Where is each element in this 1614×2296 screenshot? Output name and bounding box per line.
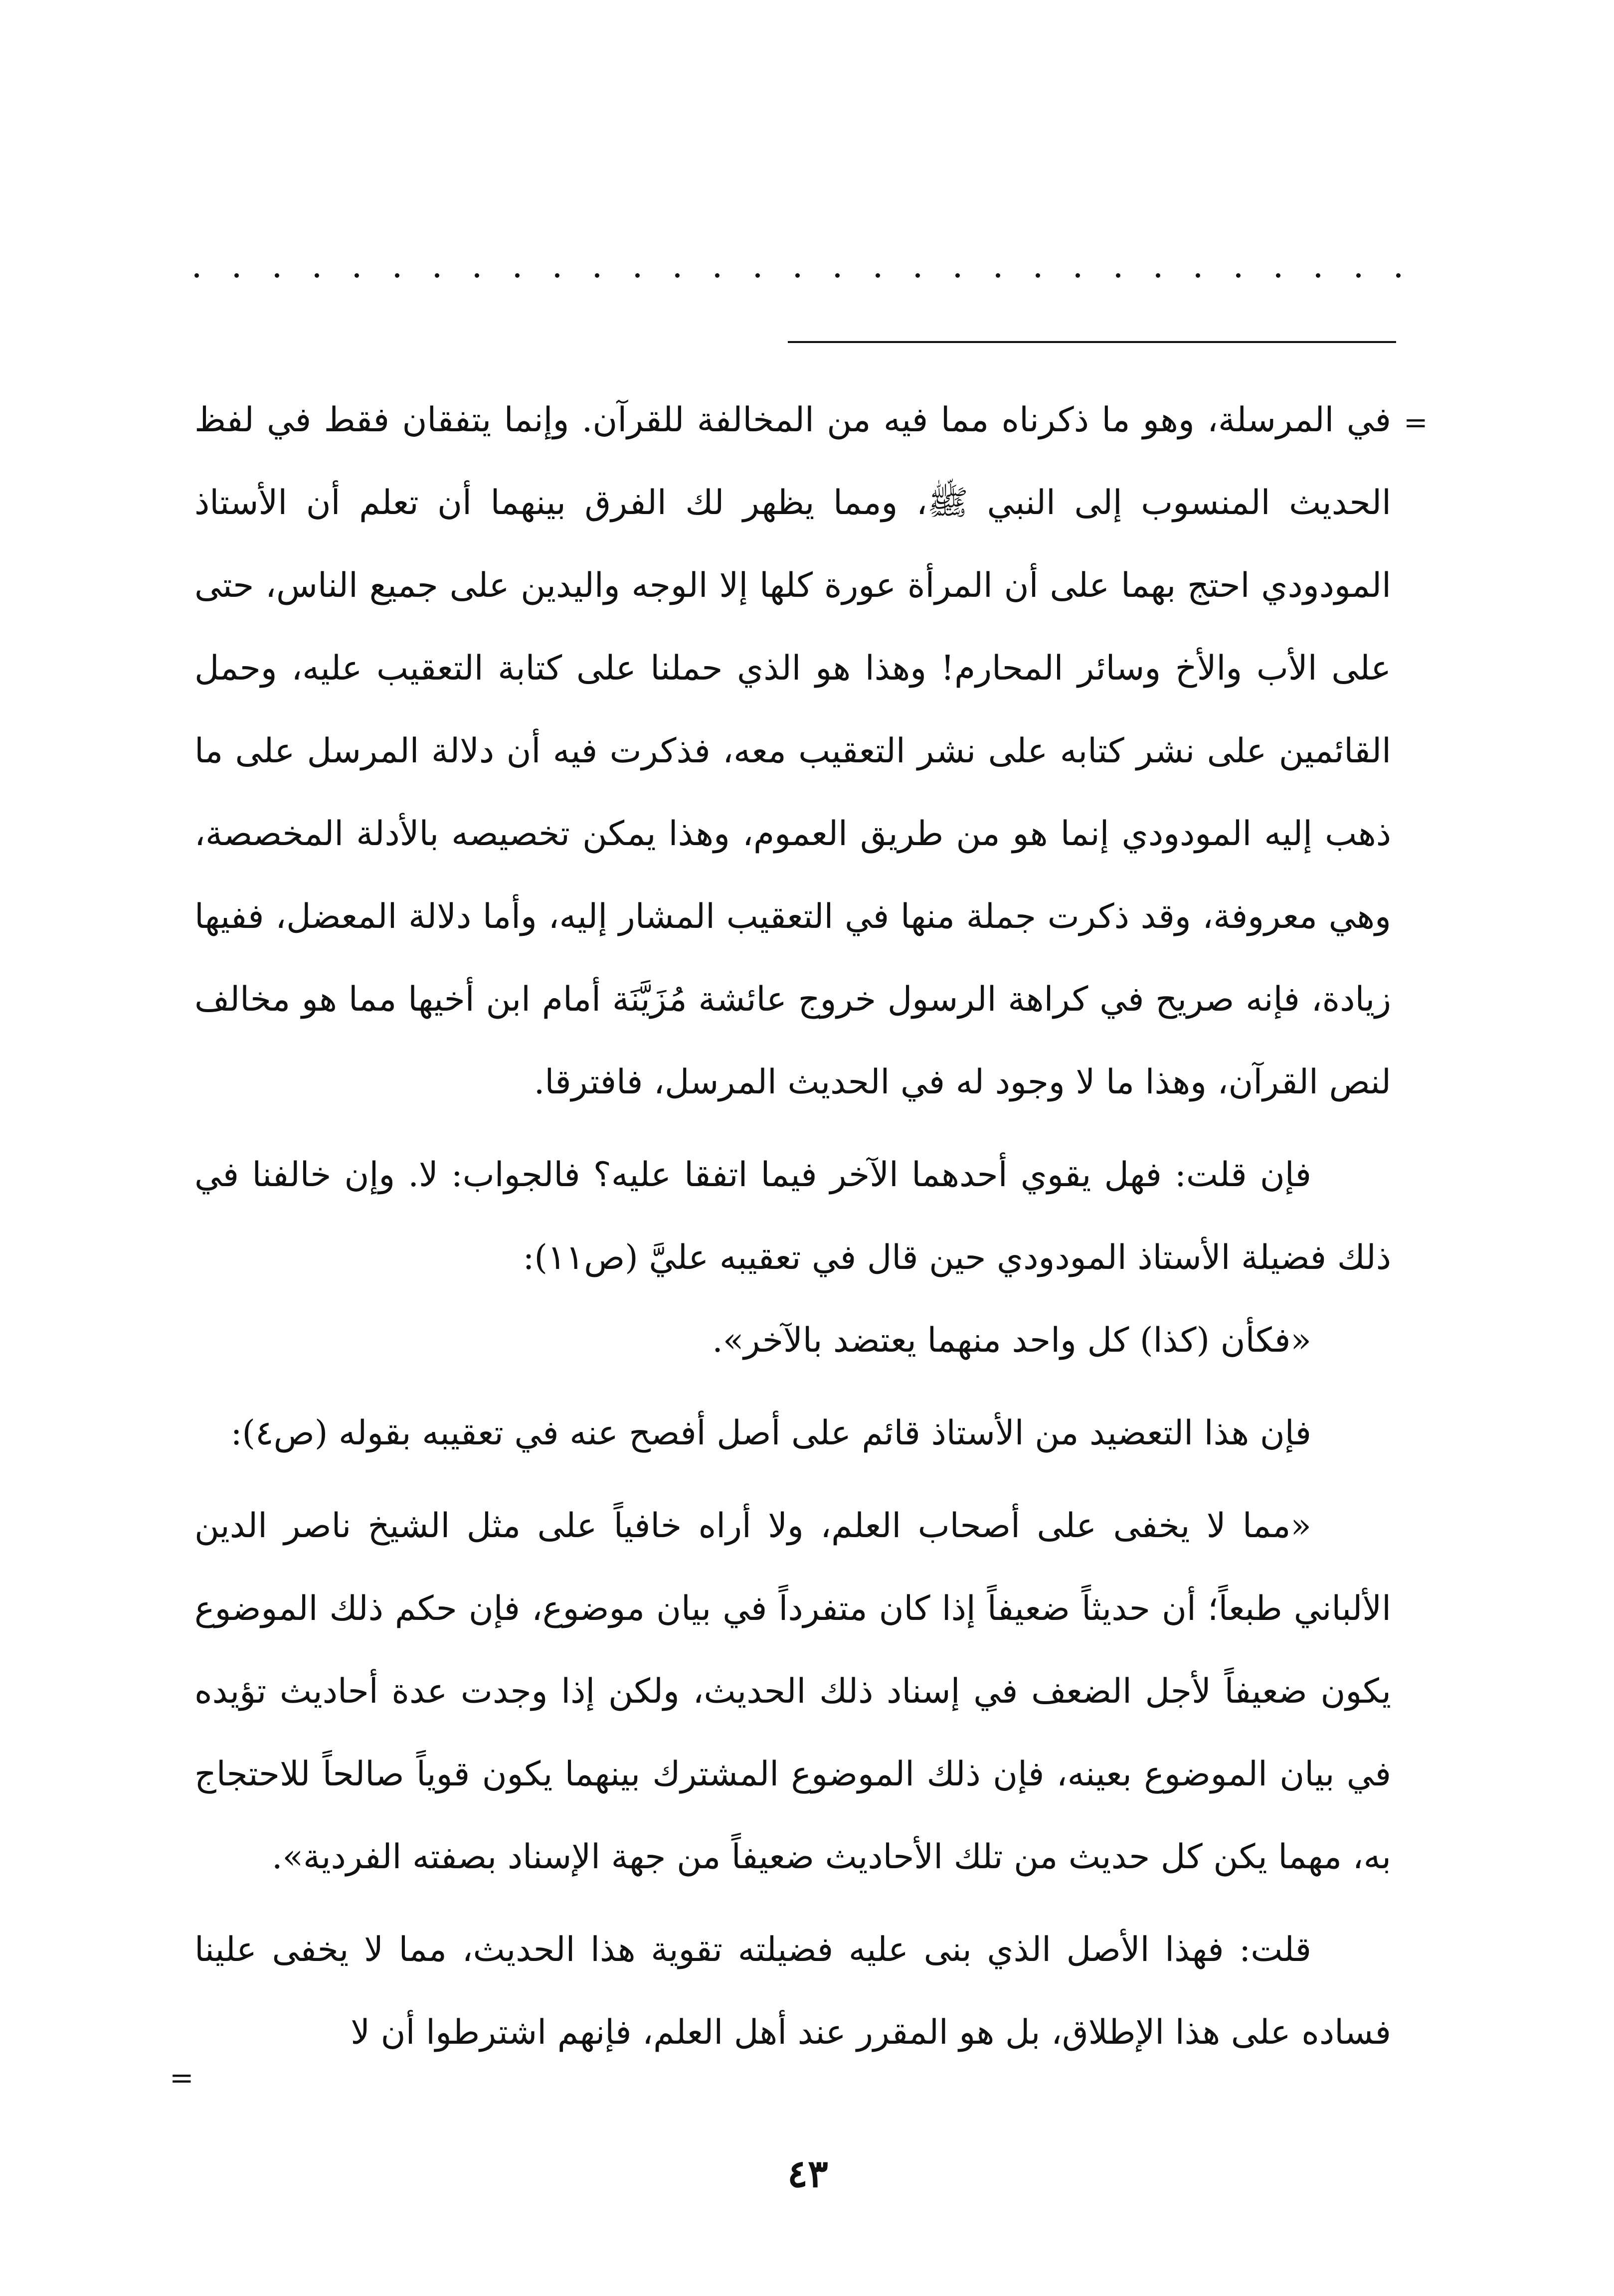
paragraph-tadeed: فإن هذا التعضيد من الأستاذ قائم على أصل أفصح عنه في تعقيبه بقوله (ص٤): (230, 1413, 1311, 1453)
separator-dot (1196, 273, 1200, 278)
separator-dot (515, 273, 520, 278)
footnote-text (194, 379, 1391, 2074)
separator-dot (715, 273, 719, 278)
separator-dot (1316, 273, 1320, 278)
separator-dot (795, 273, 800, 278)
separator-dot (1076, 273, 1080, 278)
separator-dot (595, 273, 599, 278)
separator-dot (996, 273, 1000, 278)
separator-dot (395, 273, 399, 278)
separator-dot (755, 273, 760, 278)
separator-dot (435, 273, 439, 278)
separator-dot (234, 273, 239, 278)
separator-dot (1036, 273, 1040, 278)
separator-dot (835, 273, 840, 278)
continuation-mark-start: = (1404, 405, 1428, 439)
separator-dot (955, 273, 960, 278)
footnote-rule (788, 341, 1396, 343)
separator-dot (355, 273, 359, 278)
paragraph-question: فإن قلت: فهل يقوي أحدهما الآخر فيما اتفقا عليه؟ فالجواب: لا. وإن خالفنا في ذلك فضيلة الأستاذ المودودي حين قال في تعقيبه عليَّ (ص١١): (194, 1155, 1391, 1277)
separator-dot (1156, 273, 1160, 278)
separator-dot (1396, 273, 1401, 278)
paragraph-quote-long: «مما لا يخفى على أصحاب العلم، ولا أراه خافياً على مثل الشيخ ناصر الدين الألباني طبعاً؛ أن حديثاً ضعيفاً إذا كان متفرداً في بيان موضوع، فإن حكم ذلك الموضوع يكون ضعيفاً لأجل الضعف في إسناد ذلك الحديث، ولكن إذا وجدت عدة أحاديث تؤيده في بيان الموضوع بعينه، فإن ذلك الموضوع المشترك بينهما يكون قوياً صالحاً للاحتجاج به، مهما يكن كل حديث من تلك الأحاديث ضعيفاً من جهة الإسناد بصفته الفردية». (194, 1506, 1391, 1877)
separator-dot (1236, 273, 1241, 278)
separator-dot (675, 273, 680, 278)
separator-dot (315, 273, 319, 278)
dotted-separator (194, 264, 1401, 284)
separator-dot (275, 273, 279, 278)
separator-dot (1116, 273, 1120, 278)
page-number: ٤٣ (787, 2151, 828, 2196)
paragraph-reply: قلت: فهذا الأصل الذي بنى عليه فضيلته تقوية هذا الحديث، مما لا يخفى علينا فساده على هذا الإطلاق، بل هو المقرر عند أهل العلم، فإنهم اشترطوا أن لا (194, 1930, 1391, 2052)
paragraph-continuation: في المرسلة، وهو ما ذكرناه مما فيه من المخالفة للقرآن. وإنما يتفقان فقط في لفظ الحديث المنسوب إلى النبي ﷺ، ومما يظهر لك الفرق بينهما أن تعلم أن الأستاذ المودودي احتج بهما على أن المرأة عورة كلها إلا الوجه واليدين على جميع الناس، حتى على الأب والأخ وسائر المحارم! وهذا هو الذي حملنا على كتابة التعقيب عليه، وحمل القائمين على نشر كتابه على نشر التعقيب معه، فذكرت فيه أن دلالة المرسل على ما ذهب إليه المودودي إنما هو من طريق العموم، وهذا يمكن تخصيصه بالأدلة المخصصة، وهي معروفة، وقد ذكرت جملة منها في التعقيب المشار إليه، وأما دلالة المعضل، ففيها زيادة، فإنه صريح في كراهة الرسول خروج عائشة مُزَيَّنَة أمام ابن أخيها مما هو مخالف لنص القرآن، وهذا ما لا وجود له في الحديث المرسل، فافترقا. (194, 400, 1391, 1102)
separator-dot (915, 273, 920, 278)
continuation-mark-end: = (170, 2061, 194, 2095)
separator-dot (555, 273, 559, 278)
separator-dot (1276, 273, 1280, 278)
paragraph-quote-short: «فكأن (كذا) كل واحد منهما يعتضد بالآخر». (712, 1321, 1311, 1360)
separator-dot (475, 273, 479, 278)
separator-dot (194, 273, 199, 278)
separator-dot (876, 273, 880, 278)
separator-dot (1356, 273, 1361, 278)
separator-dot (635, 273, 640, 278)
